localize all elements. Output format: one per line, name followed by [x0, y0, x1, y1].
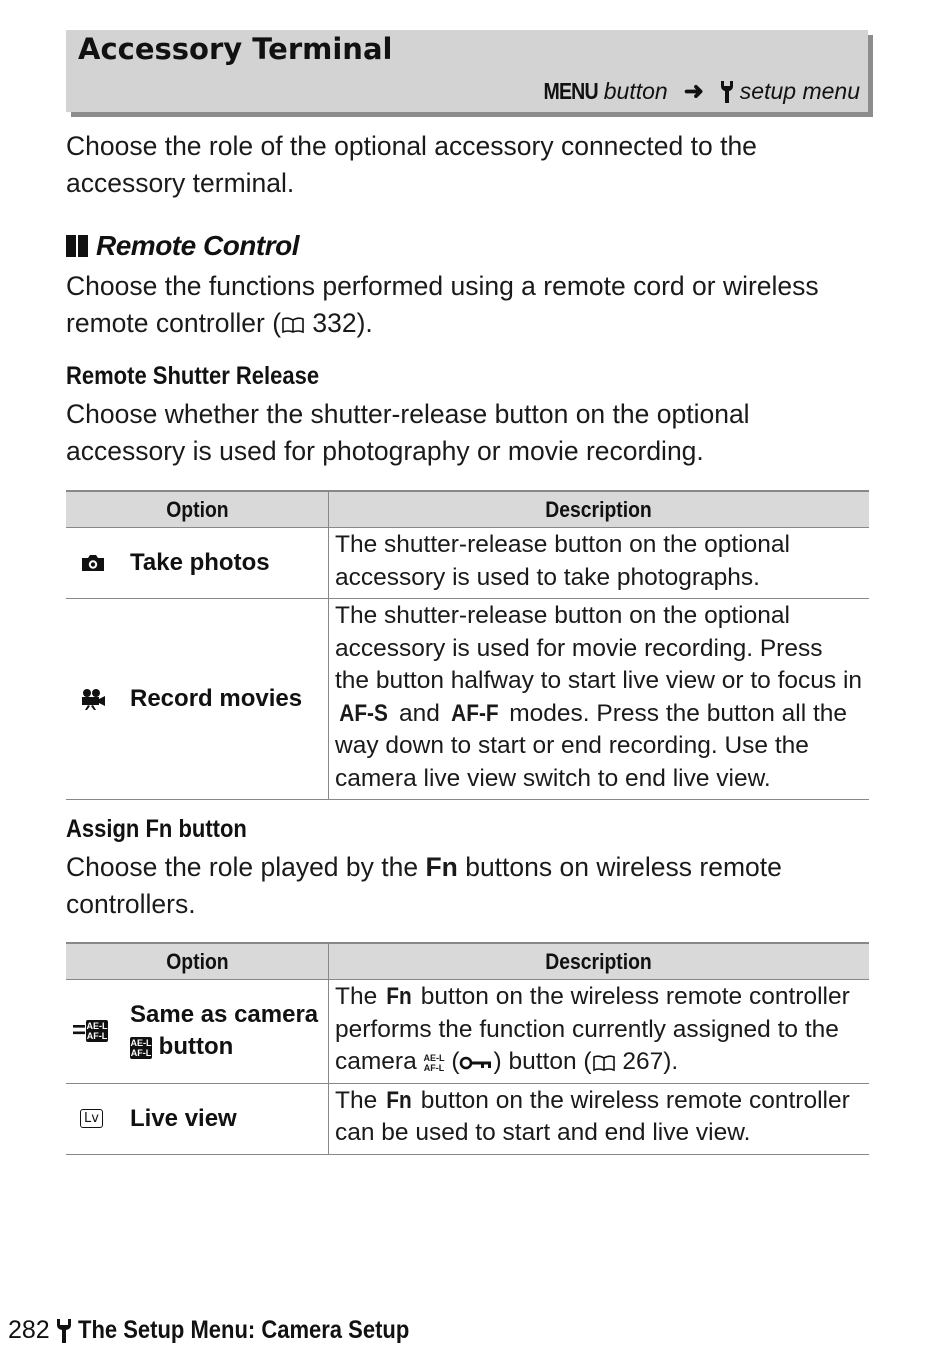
book-icon — [592, 1054, 616, 1072]
wrench-icon — [720, 80, 734, 104]
fn-label: Fn — [386, 983, 412, 1010]
footer-title: The Setup Menu: Camera Setup — [77, 1316, 409, 1344]
assign-fn-heading: Assign Fn button — [66, 815, 247, 843]
book-icon — [281, 316, 305, 334]
remote-control-text-a: Choose the functions performed using a remote cord or wireless remote controller ( — [66, 271, 819, 338]
key-icon — [459, 1055, 493, 1071]
menu-button-text: button — [603, 78, 668, 104]
option-same-as-camera: Same as camera AE-L AF-L button — [130, 1001, 319, 1061]
intro-text: Choose the role of the optional accessory connected to the accessory terminal. — [66, 131, 757, 198]
description-live-view: The Fn button on the wireless remote controller can be used to start and end live view. — [335, 1086, 850, 1146]
section-marker-icon — [66, 235, 88, 257]
page-footer — [8, 1316, 454, 1345]
af-f-mode: AF-F — [450, 699, 499, 727]
equals-icon: = — [72, 1017, 87, 1045]
af-s-mode: AF-S — [339, 699, 388, 727]
camera-icon — [80, 553, 106, 573]
table-row — [66, 1083, 869, 1154]
remote-control-text — [66, 268, 876, 342]
option-live-view: Live view — [130, 1104, 237, 1132]
fn-label: Fn — [425, 852, 458, 882]
assign-fn-text: Choose the role played by the Fn buttons on wireless remote controllers. — [66, 852, 782, 919]
remote-control-text-b: ). — [356, 308, 373, 338]
remote-control-title: Remote Control — [96, 230, 299, 261]
ae-l-af-l-icon: AE-L AF-L — [423, 1052, 445, 1073]
arrow-icon: ➜ — [683, 78, 704, 105]
ae-l-af-l-icon: AE-L AF-L — [130, 1037, 152, 1058]
lv-icon: Lv — [80, 1109, 103, 1128]
movie-camera-icon — [80, 688, 106, 710]
menu-path — [534, 77, 860, 106]
page-number: 282 — [8, 1316, 50, 1344]
setup-menu-text: setup menu — [739, 78, 860, 104]
wrench-icon — [56, 1318, 72, 1344]
menu-button-label: MENU — [543, 78, 598, 104]
remote-shutter-text: Choose whether the shutter-release button on the optional accessory is used for photography or movie recording. — [66, 399, 750, 466]
column-header-description: Description — [329, 491, 870, 528]
column-header-option: Option — [66, 943, 329, 980]
option-take-photos: Take photos — [130, 549, 270, 576]
description-take-photos: The shutter-release button on the optional accessory is used to take photographs. — [335, 531, 790, 591]
fn-label: Fn — [386, 1086, 412, 1114]
page-title: Accessory Terminal — [78, 32, 393, 66]
column-header-description: Description — [329, 943, 870, 980]
table-row — [66, 528, 869, 599]
section-header — [66, 30, 868, 112]
remote-control-heading — [66, 230, 299, 262]
table-row — [66, 980, 869, 1084]
page-ref: 332 — [312, 308, 357, 338]
description-record-movies: The shutter-release button on the optional accessory is used for movie recording. Press the button halfway to start live view or to focus in AF-S and AF-F modes. Press the button all the way down to start or end recording. Use the camera live view switch to end live view. — [335, 602, 863, 792]
shutter-option-table — [66, 490, 869, 800]
column-header-option: Option — [66, 491, 329, 528]
table-row — [66, 599, 869, 800]
fn-option-table — [66, 942, 869, 1155]
remote-shutter-heading: Remote Shutter Release — [66, 362, 320, 390]
ae-l-af-l-icon: AE-L AF-L — [86, 1021, 108, 1042]
description-same-as-camera: The Fn button on the wireless remote controller performs the function currently assigned to the camera AE-L AF-L ( ) button ( 267). — [335, 983, 850, 1075]
option-record-movies: Record movies — [130, 685, 303, 712]
